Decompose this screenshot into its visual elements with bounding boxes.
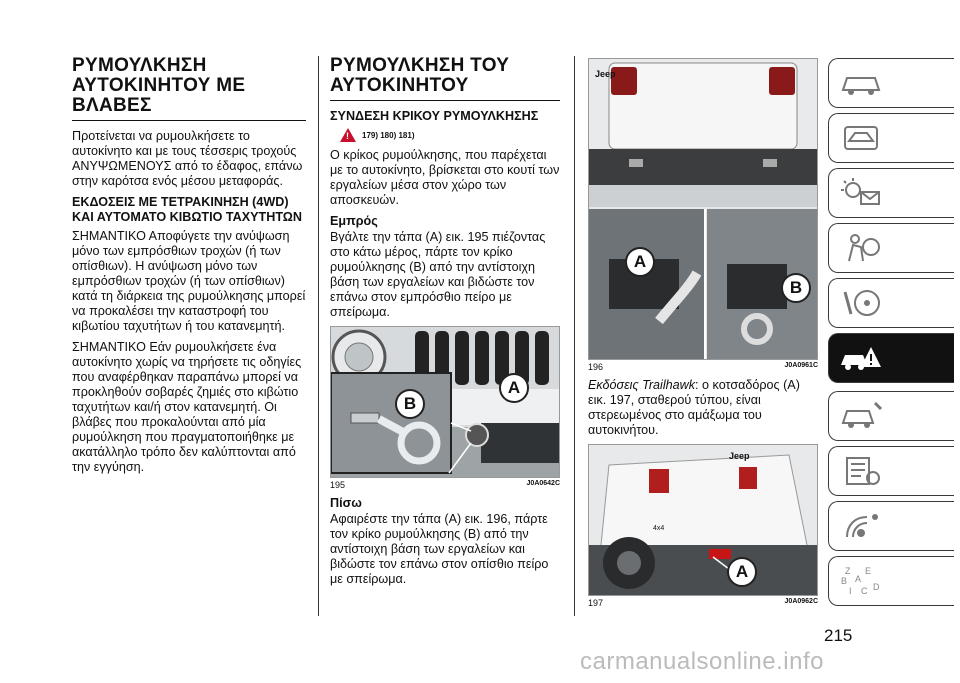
trailhawk-label: Εκδόσεις Trailhawk: [588, 378, 696, 392]
chapter-tab-index[interactable]: [828, 556, 954, 606]
svg-text:E: E: [865, 566, 872, 576]
chapter-tab-maintenance[interactable]: [828, 391, 954, 441]
chapter-tab-safety[interactable]: [828, 223, 954, 273]
section-heading: [330, 56, 560, 101]
column-divider: [574, 56, 575, 616]
subheading-4wd: ΕΚΔΟΣΕΙΣ ΜΕ ΤΕΤΡΑΚΙΝΗΣΗ (4WD) ΚΑΙ ΑΥΤΟΜΑΤΟ ΚΙΒΩΤΙΟ ΤΑΧΥΤΗΤΩΝ: [72, 195, 302, 224]
heading-line-1: ΡΥΜΟΥΛΚΗΣΗ: [72, 55, 207, 76]
jeep-logo: Jeep: [729, 451, 750, 461]
figure-code: J0A0962C: [784, 598, 818, 605]
figure-197-caption: [588, 598, 818, 608]
intro-paragraph: Προτείνεται να ρυμουλκήσετε το αυτοκίνητο και με τους τέσσερις τροχούς ΑΝΥΨΩΜΕΝΟΥΣ από το έδαφος, επάνω στην καρότσα ενός μέσου μεταφοράς.: [72, 129, 303, 188]
chapter-tab-emergency[interactable]: [828, 333, 954, 383]
4x4-badge: 4x4: [653, 525, 665, 532]
vehicle-info-icon: [839, 121, 883, 155]
figure-code: J0A0642C: [526, 480, 560, 487]
section-heading: [72, 56, 306, 121]
chapter-tab-multimedia[interactable]: [828, 501, 954, 551]
alphabetical-index-icon: [839, 564, 883, 598]
important-note-1: ΣΗΜΑΝΤΙΚΟ Αποφύγετε την ανύψωση μόνο των εμπρόσθιων τροχών (ή των οπίσθιων). Η ανύψωση μόνο των εμπρόσθιων τροχών (ή των οπίσθιων) κατά τη διάρκεια της ρυμούλκησης μπορεί να προκαλέσει την καταστροφή του κιβωτίου ταχυτήτων ή του κατανεμητή.: [72, 229, 306, 333]
watermark: carmanualsonline.info: [580, 648, 824, 675]
column-2: [330, 56, 560, 593]
trailhawk-text: : ο κοτσαδόρος (A) εικ. 197, σταθερού τύπου, είναι στερεωμένος στο αμάξωμα του αυτοκινήτου.: [588, 378, 800, 437]
car-maintenance-icon: [839, 399, 883, 433]
svg-text:D: D: [873, 582, 880, 592]
trailhawk-hitch-illustration: [589, 445, 817, 595]
important-note-2: ΣΗΜΑΝΤΙΚΟ Εάν ρυμουλκήσετε ένα αυτοκίνητο χωρίς να τηρήσετε τις οδηγίες που αναφέρθηκαν παραπάνω μπορεί να προκληθούν σοβαρές ζημιές στο κιβώτιο ταχυτήτων και/ή στον κατανεμητή. Οι βλάβες που προκαλούνται από μία ρυμούλκηση που πραγματοποιήθηκε με ακατάλληλο τρόπο δεν καλύπτονται από την εγγύηση.: [72, 340, 302, 474]
airbag-safety-icon: [839, 231, 883, 265]
label-a: A: [499, 373, 529, 403]
warning-references: [340, 128, 560, 142]
svg-text:Z: Z: [845, 566, 851, 576]
technical-data-icon: [839, 454, 883, 488]
heading-line-2: ΑΥΤΟΚΙΝΗΤΟΥ: [330, 75, 469, 96]
warning-icon: !: [340, 128, 356, 142]
figure-196: [588, 58, 818, 360]
emergency-car-icon: [839, 341, 883, 375]
figure-number: 195: [330, 480, 346, 490]
steering-wheel-icon: [839, 286, 883, 320]
chapter-tab-driving[interactable]: [828, 278, 954, 328]
svg-text:A: A: [855, 574, 862, 584]
figure-195: [330, 326, 560, 478]
column-1: [72, 56, 306, 481]
rear-bumper-illustration: [589, 59, 817, 359]
svg-text:I: I: [849, 586, 852, 596]
front-paragraph: Βγάλτε την τάπα (A) εικ. 195 πιέζοντας στο κάτω μέρος, πάρτε τον κρίκο ρυμούλκησης (B) από την αντίστοιχη βάση των εργαλείων και βιδώστε τον επάνω στον εμπρόσθιο πείρο με σπείρωμα.: [330, 230, 546, 319]
chapter-tab-lights[interactable]: [828, 168, 954, 218]
trailhawk-paragraph: [588, 378, 818, 438]
page-number: 215: [824, 626, 853, 645]
figure-number: 197: [588, 598, 604, 608]
subheading-tow-ring: ΣΥΝΔΕΣΗ ΚΡΙΚΟΥ ΡΥΜΟΥΛΚΗΣΗΣ: [330, 109, 539, 123]
front-bumper-illustration: [331, 327, 559, 477]
tow-ring-paragraph: Ο κρίκος ρυμούλκησης, που παρέχεται με το αυτοκίνητο, βρίσκεται στο κουτί των εργαλείων μέσα στον χώρο των αποσκευών.: [330, 148, 560, 207]
svg-text:B: B: [841, 576, 848, 586]
column-3: [588, 58, 818, 614]
heading-line-1: ΡΥΜΟΥΛΚΗΣΗ ΤΟΥ: [330, 55, 510, 76]
label-a: A: [625, 247, 655, 277]
chapter-tab-specs[interactable]: [828, 446, 954, 496]
rear-paragraph: Αφαιρέστε την τάπα (A) εικ. 196, πάρτε τον κρίκο ρυμούλκησης (B) από την αντίστοιχη βάση των εργαλείων και βιδώστε τον επάνω στον οπίσθιο πείρο με σπείρωμα.: [330, 512, 549, 586]
label-a: A: [727, 557, 757, 587]
svg-text:C: C: [861, 586, 868, 596]
figure-number: 196: [588, 362, 604, 372]
multimedia-icon: [839, 509, 883, 543]
label-b: B: [395, 389, 425, 419]
car-dashboard-icon: [839, 66, 883, 100]
rear-subtitle: Πίσω: [330, 496, 362, 510]
label-b: B: [781, 273, 811, 303]
jeep-logo: Jeep: [595, 69, 616, 79]
chapter-tab-vehicle[interactable]: [828, 113, 954, 163]
figure-197: [588, 444, 818, 596]
chapter-tab-dashboard[interactable]: [828, 58, 954, 108]
warning-lights-icon: [839, 176, 883, 210]
warning-ref-numbers: 179) 180) 181): [362, 130, 415, 140]
figure-195-caption: [330, 480, 560, 490]
front-subtitle: Εμπρός: [330, 214, 378, 228]
heading-line-2: ΑΥΤΟΚΙΝΗΤΟΥ ΜΕ ΒΛΑΒΕΣ: [72, 75, 246, 116]
figure-196-caption: [588, 362, 818, 372]
figure-code: J0A0961C: [784, 362, 818, 369]
column-divider: [318, 56, 319, 616]
